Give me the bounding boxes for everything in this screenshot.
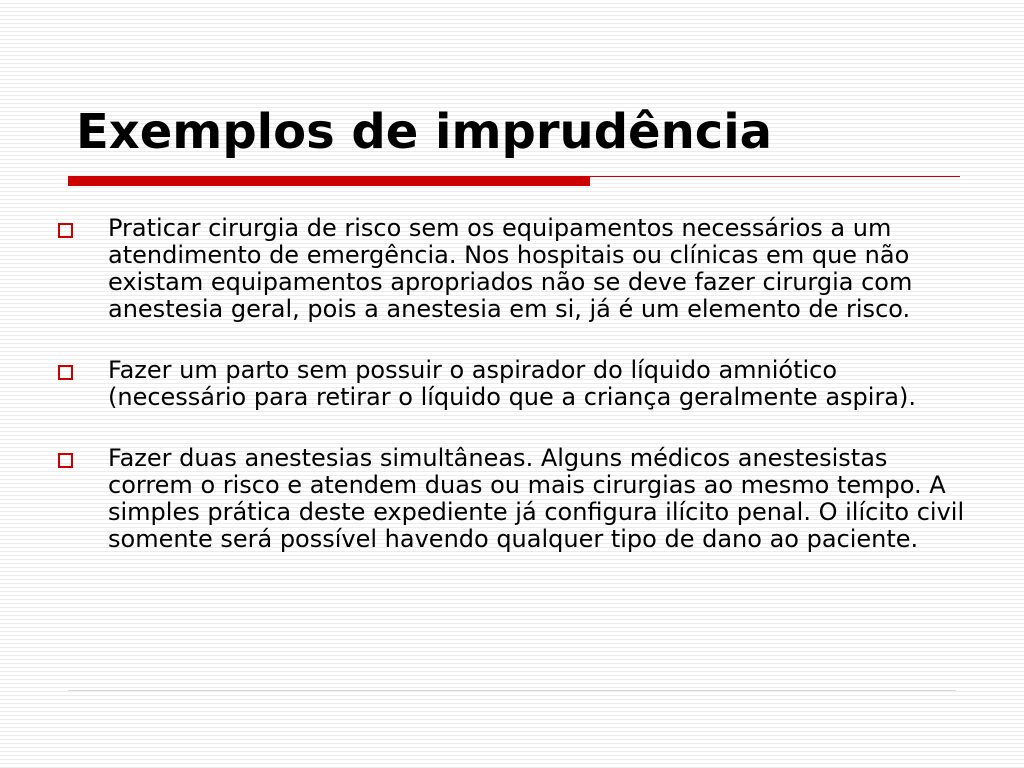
- bullet-text: Fazer duas anestesias simultâneas. Alguns médicos anestesistas correm o risco e atendem duas ou mais cirurgias ao mesmo tempo. A simples prática deste expediente já configura ilícito penal. O ilícito civil somente será possível havendo qualquer tipo de dano ao paciente.: [108, 444, 965, 553]
- bullet-text: Praticar cirurgia de risco sem os equipamentos necessários a um atendimento de emergência. Nos hospitais ou clínicas em que não existam equipamentos apropriados não se deve fazer cirurgia com anestesia geral, pois a anestesia em si, já é um elemento de risco.: [108, 214, 913, 323]
- title-underline-thick: [68, 176, 590, 186]
- hollow-square-bullet-icon: [58, 453, 73, 468]
- bullet-item: [58, 357, 968, 411]
- hollow-square-bullet-icon: [58, 365, 73, 380]
- hollow-square-bullet-icon: [58, 223, 73, 238]
- bullet-text: Fazer um parto sem possuir o aspirador do líquido amniótico (necessário para retirar o líquido que a criança geralmente aspira).: [108, 356, 917, 411]
- bullet-item: [58, 445, 968, 553]
- bullet-item: [58, 215, 968, 323]
- slide-title: Exemplos de imprudência: [76, 104, 773, 160]
- title-underline-thin: [590, 176, 960, 177]
- bullet-list: [58, 215, 968, 587]
- footer-divider: [68, 690, 956, 691]
